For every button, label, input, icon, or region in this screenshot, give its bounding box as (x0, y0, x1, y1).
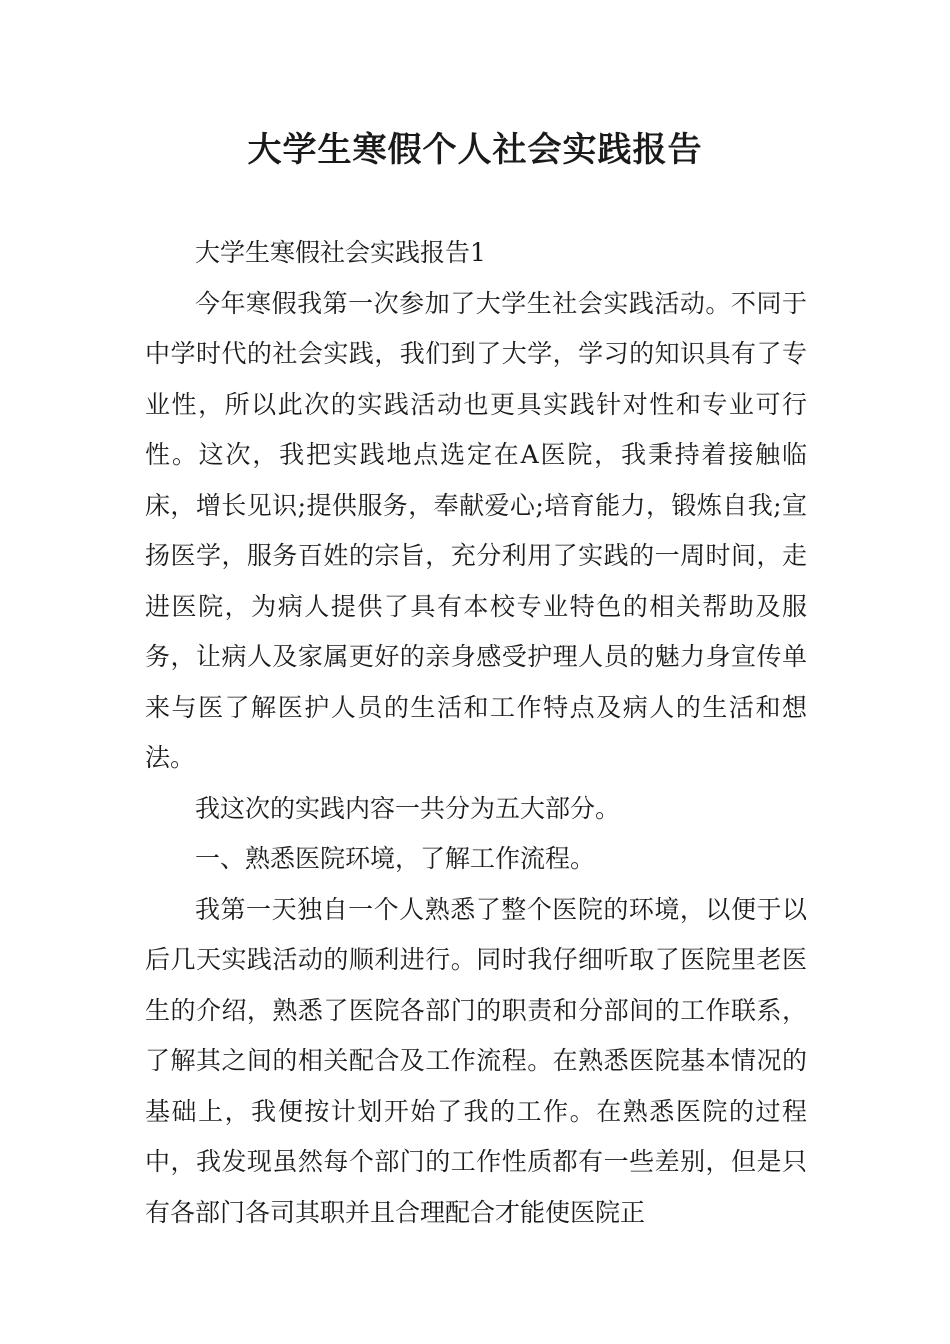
paragraph: 我第一天独自一个人熟悉了整个医院的环境，以便于以后几天实践活动的顺利进行。同时我仔细听取了医院里老医生的介绍，熟悉了医院各部门的职责和分部间的工作联系，了解其之间的相关配合及工作流程。在熟悉医院基本情况的基础上，我便按计划开始了我的工作。在熟悉医院的过程中，我发现虽然每个部门的工作性质都有一些差别，但是只有各部门各司其职并且合理配合才能使医院正 (145, 894, 807, 1227)
section-heading: 一、熟悉医院环境，了解工作流程。 (195, 844, 596, 873)
paragraph: 今年寒假我第一次参加了大学生社会实践活动。不同于中学时代的社会实践，我们到了大学，学习的知识具有了专业性，所以此次的实践活动也更具实践针对性和专业可行性。这次，我把实践地点选定在A医院，我秉持着接触临床，增长见识;提供服务，奉献爱心;培育能力，锻炼自我;宣扬医学，服务百姓的宗旨，充分利用了实践的一周时间，走进医院，为病人提供了具有本校专业特色的相关帮助及服务，让病人及家属更好的亲身感受护理人员的魅力身宣传单来与医了解医护人员的生活和工作特点及病人的生活和想法。 (145, 288, 807, 772)
document-title: 大学生寒假个人社会实践报告 (247, 130, 703, 170)
paragraph-subtitle: 大学生寒假社会实践报告1 (195, 238, 486, 267)
document-body (145, 228, 807, 1238)
paragraph: 我这次的实践内容一共分为五大部分。 (195, 793, 621, 823)
